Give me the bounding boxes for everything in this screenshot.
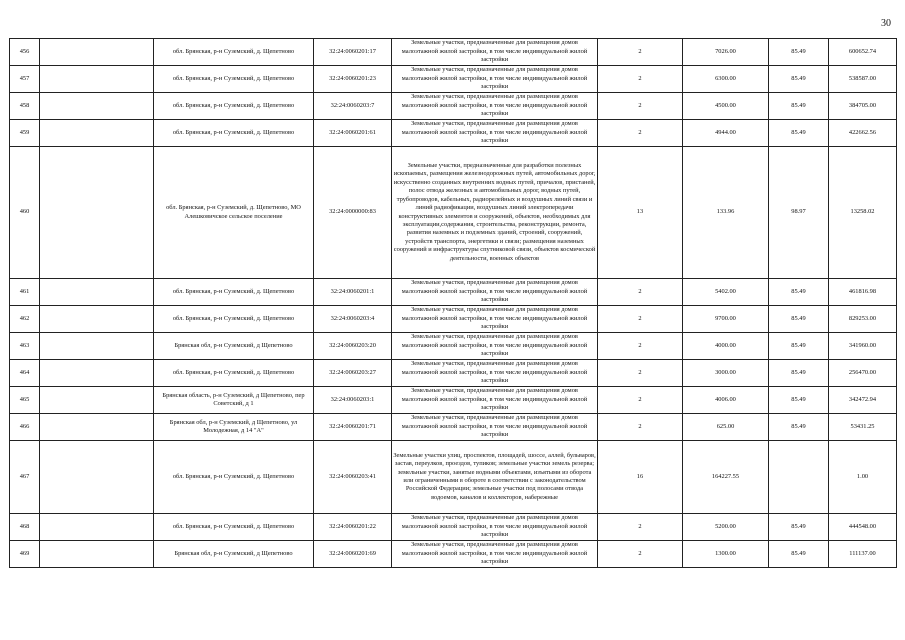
land-use-cell: Земельные участки, предназначенные для разработки полезных ископаемых, размещения железнодорожных путей, автомобильных дорог, искусственно созданных внутренних водных путей, причалов, пристаней, полос отвода железных и автомобильных дорог, водных путей, трубопроводов, кабельных, радиорелейных и воздушных линий связи и линий радиофикации, воздушных линий электропередачи конструктивных элементов и сооружений, объектов, необходимых для эксплуатации,содержания, строительства, реконструкции, ремонта, развития наземных и подземных зданий, строений, сооружений, устройств транспорта, энергетики и связи; размещения наземных сооружений и инфраструктуры спутниковой связи, объектов космической деятельности, военных объектов: [392, 147, 598, 279]
empty-cell: [40, 279, 154, 306]
cadastral-number-cell: 32:24:0060201:1: [314, 279, 392, 306]
table-row: [10, 387, 897, 414]
address-cell: обл. Брянская, р-н Суземский, д. Щепетново: [154, 120, 314, 147]
address-cell: обл. Брянская, р-н Суземский, д. Щепетново: [154, 66, 314, 93]
table-row: [10, 93, 897, 120]
use-group-cell: 2: [598, 541, 683, 568]
table-row: [10, 120, 897, 147]
area-cell: 7026.00: [683, 39, 769, 66]
row-number: 456: [10, 39, 40, 66]
cadastral-value-cell: 1.00: [829, 441, 897, 514]
specific-value-cell: 85.49: [769, 514, 829, 541]
cadastral-value-cell: 53431.25: [829, 414, 897, 441]
cadastral-number-cell: 32:24:0060203:1: [314, 387, 392, 414]
specific-value-cell: 85.49: [769, 414, 829, 441]
cadastral-number-cell: 32:24:0060203:7: [314, 93, 392, 120]
specific-value-cell: 85.49: [769, 333, 829, 360]
land-use-cell: Земельные участки, предназначенные для размещения домов малоэтажной жилой застройки, в том числе индивидуальной жилой застройки: [392, 39, 598, 66]
table-row: [10, 279, 897, 306]
row-number: 457: [10, 66, 40, 93]
table-row: [10, 147, 897, 279]
area-cell: 164227.55: [683, 441, 769, 514]
empty-cell: [40, 333, 154, 360]
area-cell: 625.00: [683, 414, 769, 441]
specific-value-cell: 85.49: [769, 279, 829, 306]
address-cell: обл. Брянская, р-н Суземский, д. Щепетново: [154, 360, 314, 387]
area-cell: 5200.00: [683, 514, 769, 541]
row-number: 464: [10, 360, 40, 387]
land-use-cell: Земельные участки, предназначенные для размещения домов малоэтажной жилой застройки, в том числе индивидуальной жилой застройки: [392, 360, 598, 387]
cadastral-value-cell: 461816.98: [829, 279, 897, 306]
row-number: 462: [10, 306, 40, 333]
empty-cell: [40, 66, 154, 93]
cadastral-value-cell: 600652.74: [829, 39, 897, 66]
land-use-cell: Земельные участки, предназначенные для размещения домов малоэтажной жилой застройки, в том числе индивидуальной жилой застройки: [392, 541, 598, 568]
area-cell: 3000.00: [683, 360, 769, 387]
empty-cell: [40, 360, 154, 387]
cadastral-value-cell: 341960.00: [829, 333, 897, 360]
use-group-cell: 13: [598, 147, 683, 279]
cadastral-number-cell: 32:24:0060203:4: [314, 306, 392, 333]
land-use-cell: Земельные участки, предназначенные для размещения домов малоэтажной жилой застройки, в том числе индивидуальной жилой застройки: [392, 120, 598, 147]
land-use-cell: Земельные участки, предназначенные для размещения домов малоэтажной жилой застройки, в том числе индивидуальной жилой застройки: [392, 414, 598, 441]
cadastral-number-cell: 32:24:0060201:61: [314, 120, 392, 147]
cadastral-value-cell: 111137.00: [829, 541, 897, 568]
use-group-cell: 2: [598, 93, 683, 120]
address-cell: обл. Брянская, р-н Суземский, д. Щепетново: [154, 441, 314, 514]
cadastral-number-cell: 32:24:0060203:20: [314, 333, 392, 360]
table-row: [10, 414, 897, 441]
empty-cell: [40, 514, 154, 541]
area-cell: 9700.00: [683, 306, 769, 333]
land-use-cell: Земельные участки, предназначенные для размещения домов малоэтажной жилой застройки, в том числе индивидуальной жилой застройки: [392, 514, 598, 541]
cadastral-number-cell: 32:24:0000000:83: [314, 147, 392, 279]
table-row: [10, 66, 897, 93]
table-row: [10, 333, 897, 360]
land-use-cell: Земельные участки, предназначенные для размещения домов малоэтажной жилой застройки, в том числе индивидуальной жилой застройки: [392, 387, 598, 414]
address-cell: обл. Брянская, р-н Суземский, д. Щепетново: [154, 279, 314, 306]
land-use-cell: Земельные участки улиц, проспектов, площадей, шоссе, аллей, бульваров, застав, переулков, проездов, тупиков; земельные участки земель резерва; земельные участки, занятые водными объектами, изъятыми из оборота или ограниченными в обороте в соответствии с законодательством Российской Федерации; земельные участки под полосами отвода водоемов, каналов и коллекторов, набережные: [392, 441, 598, 514]
address-cell: Брянская область, р-н Суземский, д Щепетново, пер Советский, д 1: [154, 387, 314, 414]
specific-value-cell: 85.49: [769, 360, 829, 387]
empty-cell: [40, 387, 154, 414]
use-group-cell: 16: [598, 441, 683, 514]
address-cell: обл. Брянская, р-н Суземский, д. Щепетново: [154, 306, 314, 333]
row-number: 459: [10, 120, 40, 147]
row-number: 460: [10, 147, 40, 279]
cadastral-number-cell: 32:24:0060203:41: [314, 441, 392, 514]
use-group-cell: 2: [598, 66, 683, 93]
address-cell: Брянская обл, р-н Суземский, д Щепетново: [154, 333, 314, 360]
cadastral-number-cell: 32:24:0060201:17: [314, 39, 392, 66]
row-number: 468: [10, 514, 40, 541]
cadastral-value-cell: 829253.00: [829, 306, 897, 333]
address-cell: обл. Брянская, р-н Суземский, д. Щепетново: [154, 93, 314, 120]
use-group-cell: 2: [598, 387, 683, 414]
specific-value-cell: 85.49: [769, 93, 829, 120]
area-cell: 5402.00: [683, 279, 769, 306]
use-group-cell: 2: [598, 360, 683, 387]
row-number: 465: [10, 387, 40, 414]
specific-value-cell: 85.49: [769, 120, 829, 147]
specific-value-cell: 85.49: [769, 66, 829, 93]
cadastral-value-cell: 13258.02: [829, 147, 897, 279]
area-cell: 6300.00: [683, 66, 769, 93]
cadastral-number-cell: 32:24:0060201:71: [314, 414, 392, 441]
table-body: [10, 39, 897, 568]
address-cell: Брянская обл, р-н Суземский, д Щепетново: [154, 541, 314, 568]
row-number: 458: [10, 93, 40, 120]
specific-value-cell: [769, 441, 829, 514]
area-cell: 4000.00: [683, 333, 769, 360]
table-row: [10, 441, 897, 514]
area-cell: 4500.00: [683, 93, 769, 120]
address-cell: Брянская обл, р-н Суземский, д Щепетново, ул Молодежная, д 14 "А": [154, 414, 314, 441]
cadastral-value-cell: 256470.00: [829, 360, 897, 387]
cadastral-number-cell: 32:24:0060203:27: [314, 360, 392, 387]
cadastral-value-cell: 422662.56: [829, 120, 897, 147]
land-use-cell: Земельные участки, предназначенные для размещения домов малоэтажной жилой застройки, в том числе индивидуальной жилой застройки: [392, 66, 598, 93]
use-group-cell: 2: [598, 514, 683, 541]
table-row: [10, 306, 897, 333]
empty-cell: [40, 120, 154, 147]
land-use-cell: Земельные участки, предназначенные для размещения домов малоэтажной жилой застройки, в том числе индивидуальной жилой застройки: [392, 279, 598, 306]
empty-cell: [40, 93, 154, 120]
cadastral-number-cell: 32:24:0060201:69: [314, 541, 392, 568]
address-cell: обл. Брянская, р-н Суземский, д. Щепетново: [154, 39, 314, 66]
table-row: [10, 39, 897, 66]
area-cell: 1300.00: [683, 541, 769, 568]
cadastral-number-cell: 32:24:0060201:22: [314, 514, 392, 541]
cadastral-value-cell: 384705.00: [829, 93, 897, 120]
specific-value-cell: 85.49: [769, 39, 829, 66]
table-row: [10, 514, 897, 541]
specific-value-cell: 85.49: [769, 541, 829, 568]
use-group-cell: 2: [598, 120, 683, 147]
use-group-cell: 2: [598, 279, 683, 306]
row-number: 467: [10, 441, 40, 514]
table-row: [10, 360, 897, 387]
empty-cell: [40, 39, 154, 66]
row-number: 463: [10, 333, 40, 360]
area-cell: 4944.00: [683, 120, 769, 147]
row-number: 461: [10, 279, 40, 306]
empty-cell: [40, 414, 154, 441]
specific-value-cell: 85.49: [769, 306, 829, 333]
land-use-cell: Земельные участки, предназначенные для размещения домов малоэтажной жилой застройки, в том числе индивидуальной жилой застройки: [392, 333, 598, 360]
use-group-cell: 2: [598, 39, 683, 66]
land-use-cell: Земельные участки, предназначенные для размещения домов малоэтажной жилой застройки, в том числе индивидуальной жилой застройки: [392, 306, 598, 333]
table-row: [10, 541, 897, 568]
land-registry-table: [9, 38, 897, 568]
empty-cell: [40, 147, 154, 279]
empty-cell: [40, 541, 154, 568]
use-group-cell: 2: [598, 306, 683, 333]
use-group-cell: 2: [598, 414, 683, 441]
area-cell: 4006.00: [683, 387, 769, 414]
use-group-cell: 2: [598, 333, 683, 360]
page-number: 30: [881, 18, 891, 29]
cadastral-value-cell: 342472.94: [829, 387, 897, 414]
cadastral-value-cell: 538587.00: [829, 66, 897, 93]
specific-value-cell: 98.97: [769, 147, 829, 279]
area-cell: 133.96: [683, 147, 769, 279]
specific-value-cell: 85.49: [769, 387, 829, 414]
cadastral-value-cell: 444548.00: [829, 514, 897, 541]
address-cell: обл. Брянская, р-н Суземский, д. Щепетново: [154, 514, 314, 541]
row-number: 469: [10, 541, 40, 568]
row-number: 466: [10, 414, 40, 441]
land-use-cell: Земельные участки, предназначенные для размещения домов малоэтажной жилой застройки, в том числе индивидуальной жилой застройки: [392, 93, 598, 120]
address-cell: обл. Брянская, р-н Суземский, д. Щепетново, МО Алешковичское сельское поселение: [154, 147, 314, 279]
empty-cell: [40, 306, 154, 333]
empty-cell: [40, 441, 154, 514]
cadastral-number-cell: 32:24:0060201:23: [314, 66, 392, 93]
